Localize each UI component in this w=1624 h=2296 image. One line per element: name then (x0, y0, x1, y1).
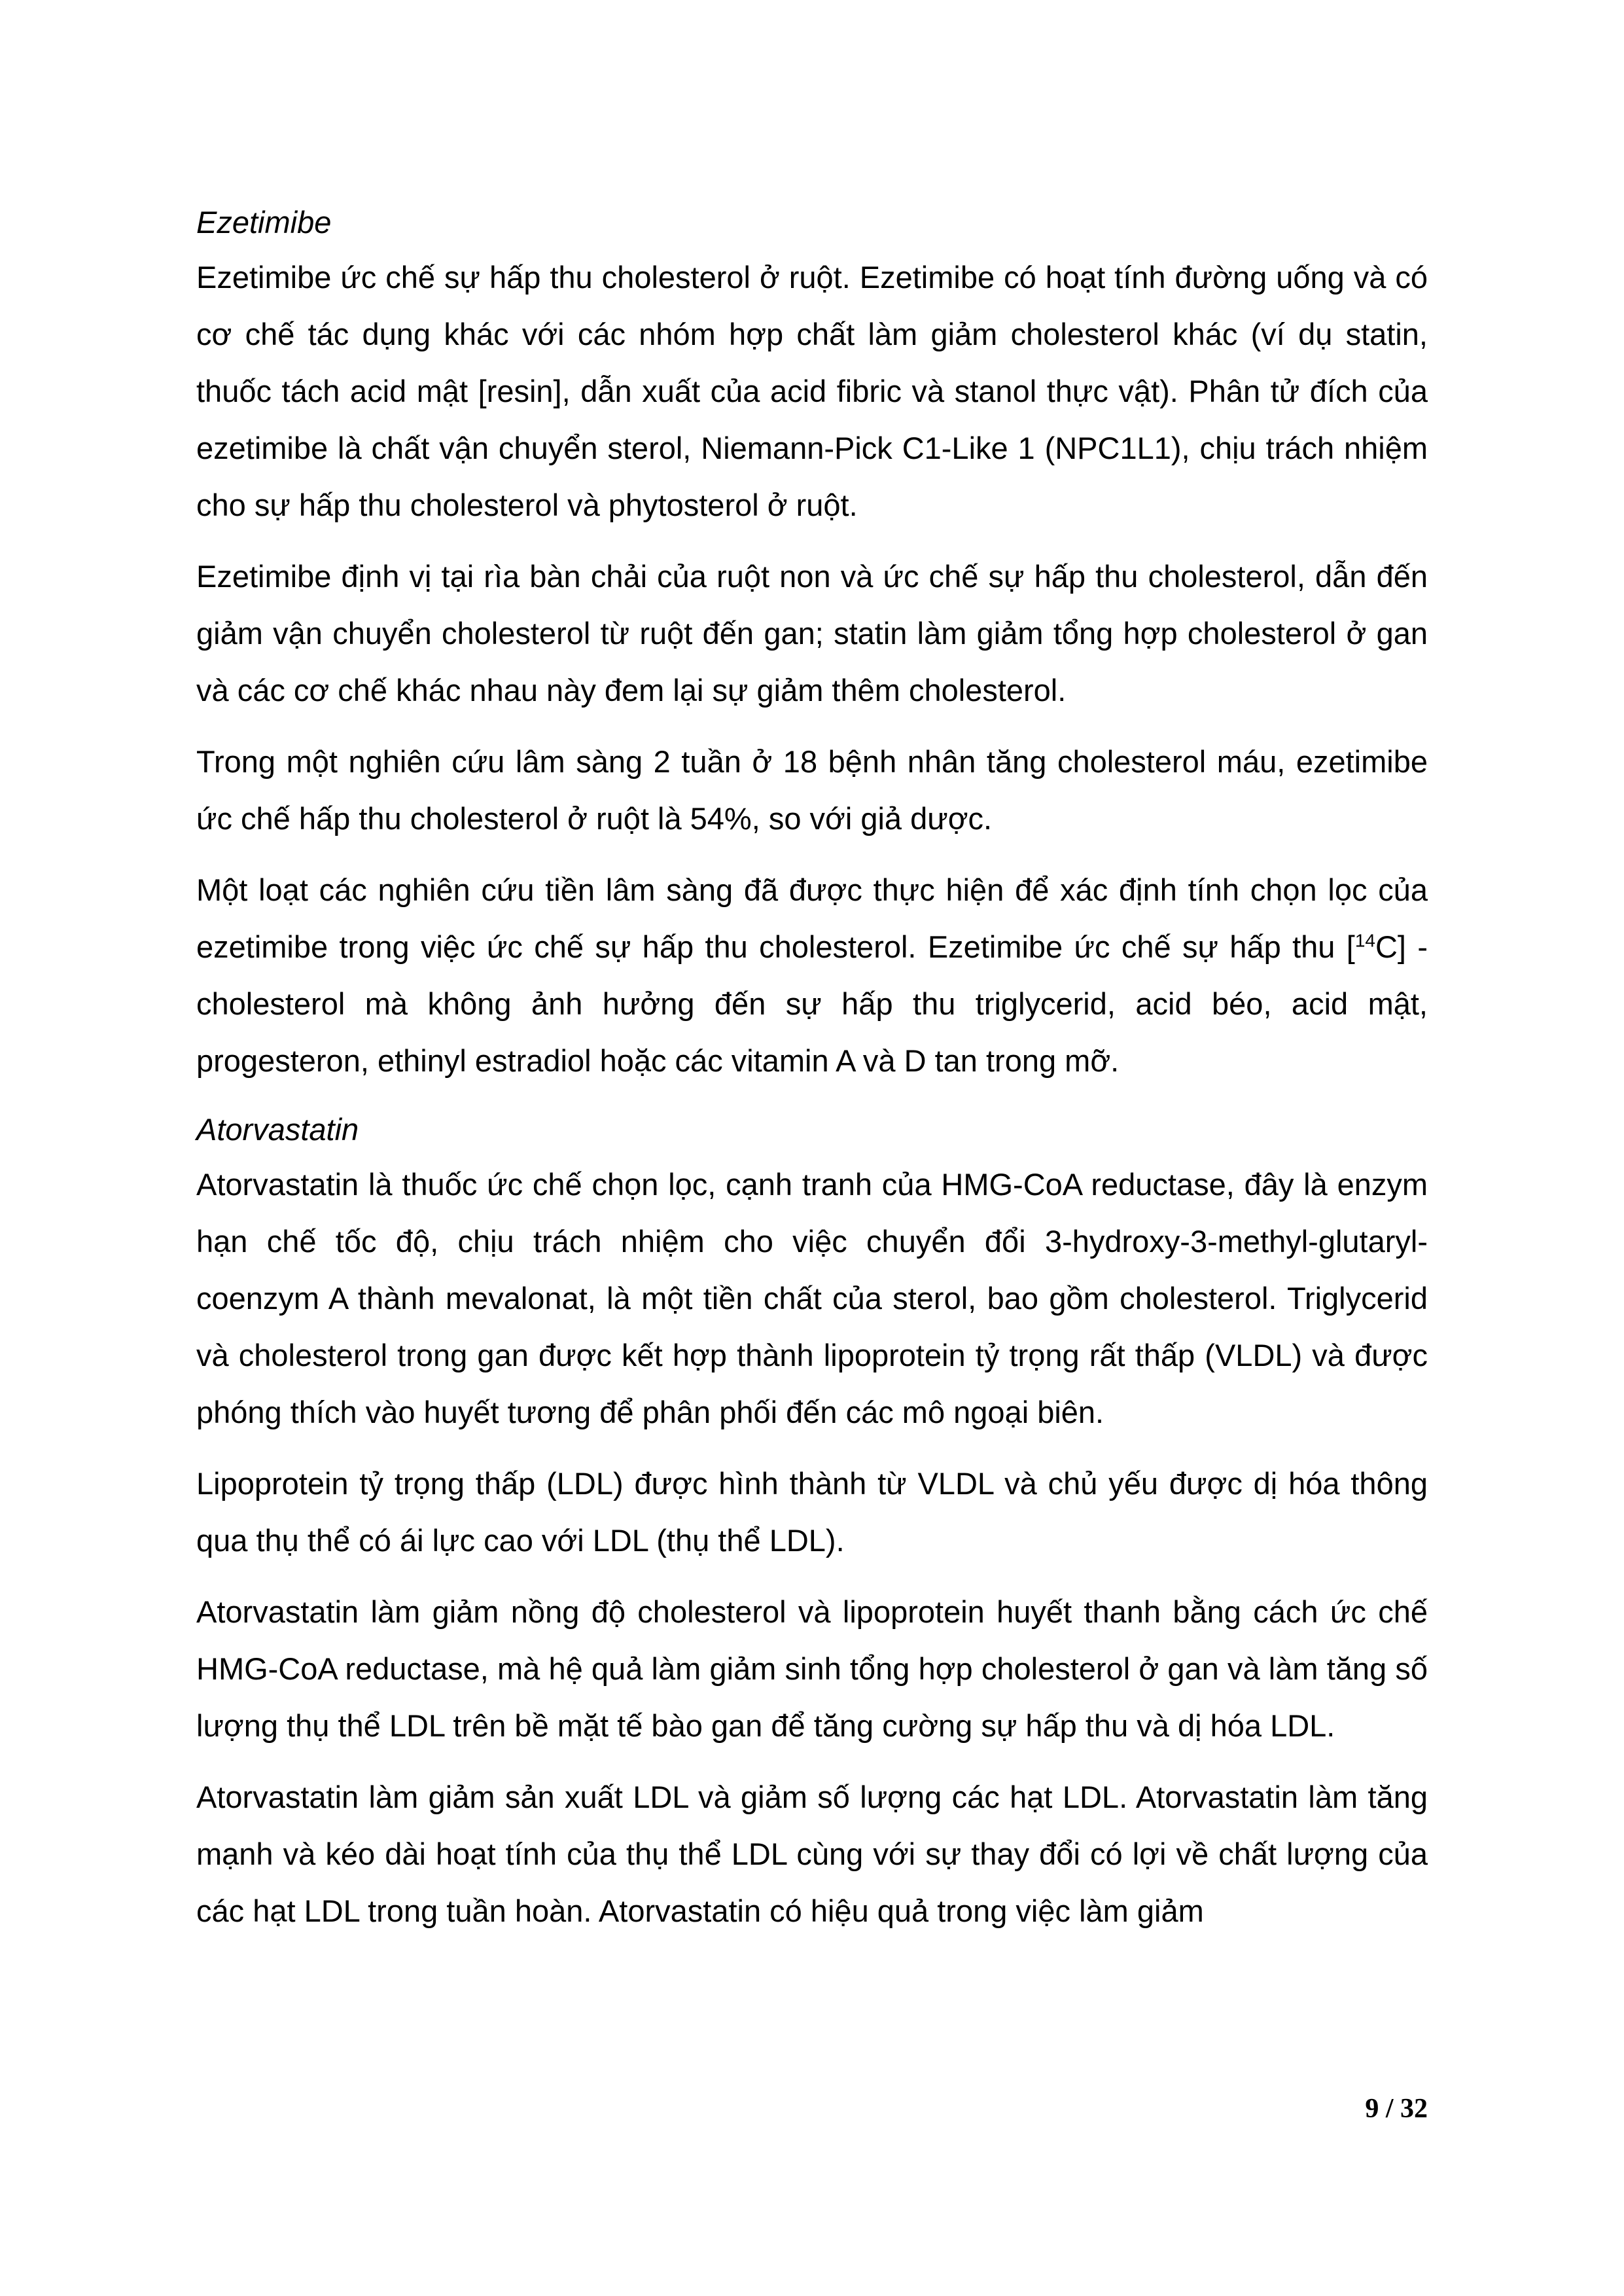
superscript-isotope: 14 (1354, 930, 1375, 951)
paragraph-atorvastatin-2: Lipoprotein tỷ trọng thấp (LDL) được hình thành từ VLDL và chủ yếu được dị hóa thông qua thụ thể có ái lực cao với LDL (thụ thể LDL). (196, 1466, 1428, 1558)
page-number: 9 / 32 (1365, 2094, 1428, 2124)
section-heading-atorvastatin: Atorvastatin (196, 1112, 359, 1147)
section-heading-ezetimibe: Ezetimibe (196, 205, 332, 240)
paragraph-ezetimibe-3: Trong một nghiên cứu lâm sàng 2 tuần ở 18 bệnh nhân tăng cholesterol máu, ezetimibe ức chế hấp thu cholesterol ở ruột là 54%, so với giả dược. (196, 744, 1428, 836)
paragraph-atorvastatin-4: Atorvastatin làm giảm sản xuất LDL và giảm số lượng các hạt LDL. Atorvastatin làm tăng mạnh và kéo dài hoạt tính của thụ thể LDL cùng với sự thay đổi có lợi về chất lượng của các hạt LDL trong tuần hoàn. Atorvastatin có hiệu quả trong việc làm giảm (196, 1780, 1428, 1928)
paragraph-ezetimibe-2: Ezetimibe định vị tại rìa bàn chải của ruột non và ức chế sự hấp thu cholesterol, dẫn đến giảm vận chuyển cholesterol từ ruột đến gan; statin làm giảm tổng hợp cholesterol ở gan và các cơ chế khác nhau này đem lại sự giảm thêm cholesterol. (196, 559, 1428, 708)
paragraph-atorvastatin-3: Atorvastatin làm giảm nồng độ cholesterol và lipoprotein huyết thanh bằng cách ức chế HMG-CoA reductase, mà hệ quả làm giảm sinh tổng hợp cholesterol ở gan và làm tăng số lượng thụ thể LDL trên bề mặt tế bào gan để tăng cường sự hấp thu và dị hóa LDL. (196, 1594, 1428, 1743)
paragraph-text: C] -cholesterol mà không ảnh hưởng đến sự hấp thu triglycerid, acid béo, acid mật, progesteron, ethinyl estradiol hoặc các vitamin A và D tan trong mỡ. (196, 929, 1428, 1078)
document-page (196, 196, 1428, 1954)
paragraph-ezetimibe-1: Ezetimibe ức chế sự hấp thu cholesterol ở ruột. Ezetimibe có hoạt tính đường uống và có cơ chế tác dụng khác với các nhóm hợp chất làm giảm cholesterol khác (ví dụ statin, thuốc tách acid mật [resin], dẫn xuất của acid fibric và stanol thực vật). Phân tử đích của ezetimibe là chất vận chuyển sterol, Niemann-Pick C1-Like 1 (NPC1L1), chịu trách nhiệm cho sự hấp thu cholesterol và phytosterol ở ruột. (196, 260, 1428, 522)
paragraph-atorvastatin-1: Atorvastatin là thuốc ức chế chọn lọc, cạnh tranh của HMG-CoA reductase, đây là enzym hạn chế tốc độ, chịu trách nhiệm cho việc chuyển đổi 3-hydroxy-3-methyl-glutaryl-coenzym A thành mevalonat, là một tiền chất của sterol, bao gồm cholesterol. Triglycerid và cholesterol trong gan được kết hợp thành lipoprotein tỷ trọng rất thấp (VLDL) và được phóng thích vào huyết tương để phân phối đến các mô ngoại biên. (196, 1167, 1428, 1429)
paragraph-text: Một loạt các nghiên cứu tiền lâm sàng đã được thực hiện để xác định tính chọn lọc của ezetimibe trong việc ức chế sự hấp thu cholesterol. Ezetimibe ức chế sự hấp thu [ (196, 872, 1428, 964)
paragraph-ezetimibe-4 (196, 861, 1428, 1089)
